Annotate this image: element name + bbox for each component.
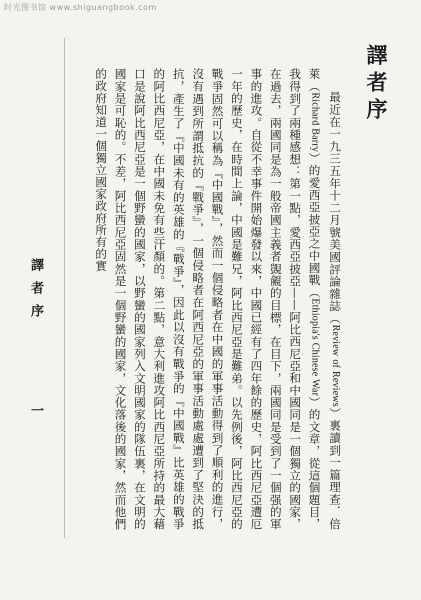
latin-term: Ethiopia's Chinese War — [309, 298, 321, 397]
latin-term: Richard Barry — [309, 92, 321, 153]
paragraph — [91, 68, 345, 530]
text-run: ）裏讀到一篇理查．倍萊（ — [307, 68, 342, 531]
page-title: 譯者序 — [364, 44, 389, 125]
margin-rule — [64, 38, 65, 538]
latin-term: Review of Reviews — [330, 324, 341, 408]
text-run: ）的愛西亞披亞之中國戰（ — [307, 152, 322, 299]
watermark: 时光图书馆 www.shiguangbook.com — [4, 3, 157, 12]
running-head: 譯者序 — [28, 258, 43, 327]
text-run: 最近在一九三五年十二月號美國評論雜誌（ — [328, 91, 342, 325]
body-text — [91, 68, 345, 530]
text-run: ）的文章，從這個題目，我得到了兩種感想：第一點，愛西亞披亞——阿比西尼亞和中國同是一個獨立的國家，在過去，兩國同是為一般帝國主義者覬覦的目標，在目下，兩國同是受到了一個强的軍事的進攻。自從不幸事件開始爆發以來，中國已經有了四年餘的歷史，阿比西尼亞遭厄一年的歷史，在時間上論，中國是難兄，阿比西尼亞是難弟。以先例後，阿比西尼亞的戰爭固然可以稱為『中國戰』，然而一個侵略者在中國的軍事活動得到了順利的進行，沒有遇到所謂抵抗的『戰爭』，一個侵略者在阿西尼亞的軍事活動處處遭到了堅決的抵抗，產生了『中國未有的英雄的『戰爭』，因此以沒有戰爭的『中國戰』比英雄的戰爭的阿比西尼亞，在中國未免有些汗顏的。第二點，意大利進攻阿比西尼亞所持的最大藉口是說阿比西尼亞是一個野蠻的國家，以野蠻的國家列入文明國家的隊伍裏，在文明的國家是可恥的。不差，阿比西尼亞固然是一個野蠻的國家，文化落後的國家，然而他們的政府知道一個獨立國家政府所有的實 — [94, 68, 322, 531]
page-number: 一 — [31, 404, 45, 419]
